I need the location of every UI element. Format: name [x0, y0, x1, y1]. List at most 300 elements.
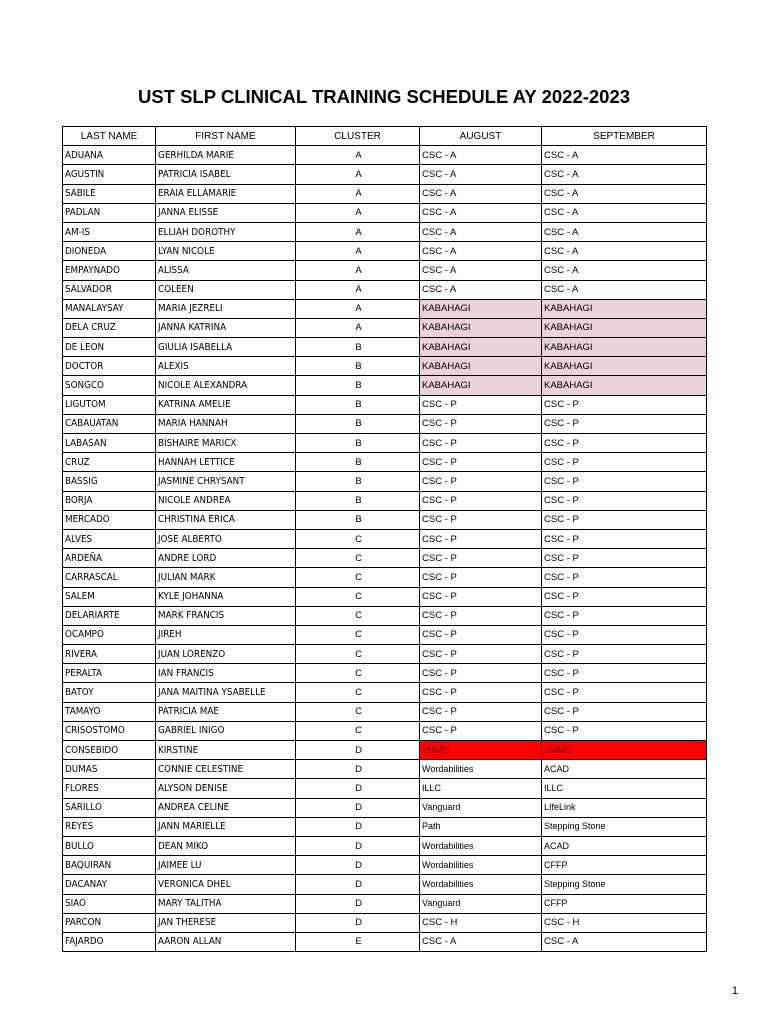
last-name-cell-text: SALEM — [65, 591, 95, 603]
cluster-cell: B — [296, 491, 420, 510]
last-name-cell-text: AGUSTIN — [65, 168, 105, 180]
first-name-cell — [156, 932, 296, 951]
first-name-cell-text: JANNA KATRINA — [158, 322, 227, 334]
last-name-cell — [63, 203, 156, 222]
last-name-cell — [63, 510, 156, 529]
cluster-cell: B — [296, 472, 420, 491]
cluster-cell: C — [296, 683, 420, 702]
table-row — [63, 203, 707, 222]
last-name-cell-text: RIVERA — [65, 648, 98, 660]
september-cell: CSC - P — [542, 491, 707, 510]
last-name-cell-text: PARCON — [65, 917, 102, 929]
page-title: UST SLP CLINICAL TRAINING SCHEDULE AY 2022-2023 — [137, 86, 631, 107]
last-name-cell — [63, 184, 156, 203]
first-name-cell — [156, 453, 296, 472]
first-name-cell-text: JANA MAITINA YSABELLE — [158, 687, 266, 699]
table-row — [63, 817, 707, 836]
august-cell: KABAHAGI — [420, 318, 542, 337]
august-cell: ILLC — [420, 779, 542, 798]
last-name-cell — [63, 568, 156, 587]
september-cell: CSC - P — [542, 645, 707, 664]
last-name-cell-text: CARRASCAL — [65, 571, 118, 583]
september-cell: CSC - A — [542, 261, 707, 280]
first-name-cell-text: IAN FRANCIS — [158, 667, 214, 679]
first-name-cell — [156, 434, 296, 453]
september-cell: CSC - A — [542, 146, 707, 165]
first-name-cell — [156, 741, 296, 760]
header-august: AUGUST — [420, 127, 542, 146]
first-name-cell-text: GABRIEL INIGO — [158, 725, 225, 737]
first-name-cell — [156, 318, 296, 337]
august-cell: CSC - P — [420, 472, 542, 491]
september-cell: CSC - P — [542, 453, 707, 472]
table-row — [63, 472, 707, 491]
september-cell: ACAD — [542, 836, 707, 855]
august-cell: Wordabilities — [420, 875, 542, 894]
september-cell: CSC - A — [542, 165, 707, 184]
last-name-cell-text: BATOY — [65, 687, 94, 699]
august-cell: CSC - A — [420, 203, 542, 222]
september-cell: CSC - P — [542, 510, 707, 529]
september-cell: CFFP — [542, 856, 707, 875]
last-name-cell-text: CABAUATAN — [65, 418, 119, 430]
first-name-cell — [156, 798, 296, 817]
last-name-cell — [63, 683, 156, 702]
august-cell: CSC - P — [420, 395, 542, 414]
cluster-cell: D — [296, 817, 420, 836]
september-cell: CSC - P — [542, 587, 707, 606]
table-row — [63, 894, 707, 913]
first-name-cell-text: JOSE ALBERTO — [158, 533, 222, 545]
last-name-cell — [63, 299, 156, 318]
september-cell: KABAHAGI — [542, 299, 707, 318]
first-name-cell-text: JASMINE CHRYSANT — [158, 475, 245, 487]
september-cell: ACAD — [542, 760, 707, 779]
last-name-cell-text: BORJA — [65, 495, 93, 507]
first-name-cell — [156, 664, 296, 683]
september-cell: ILLC — [542, 779, 707, 798]
last-name-cell-text: LABASAN — [65, 437, 107, 449]
last-name-cell-text: SABILE — [65, 188, 96, 200]
table-row — [63, 222, 707, 241]
first-name-cell-text: JAIMEE LU — [158, 859, 202, 871]
last-name-cell — [63, 242, 156, 261]
last-name-cell-text: DELA CRUZ — [65, 322, 116, 334]
cluster-cell: C — [296, 549, 420, 568]
cluster-cell: D — [296, 836, 420, 855]
first-name-cell-text: DEAN MIKO — [158, 840, 209, 852]
august-cell: KABAHAGI — [420, 338, 542, 357]
last-name-cell — [63, 549, 156, 568]
august-cell: CSC - P — [420, 606, 542, 625]
september-cell: CFFP — [542, 894, 707, 913]
last-name-cell — [63, 741, 156, 760]
cluster-cell: A — [296, 318, 420, 337]
first-name-cell — [156, 587, 296, 606]
last-name-cell — [63, 817, 156, 836]
august-cell: Wordabilities — [420, 836, 542, 855]
cluster-cell: C — [296, 664, 420, 683]
cluster-cell: B — [296, 395, 420, 414]
september-cell: CSC - P — [542, 434, 707, 453]
first-name-cell-text: JIREH — [158, 629, 182, 641]
august-cell: Vanguard — [420, 894, 542, 913]
first-name-cell — [156, 299, 296, 318]
cluster-cell: A — [296, 280, 420, 299]
cluster-cell: C — [296, 587, 420, 606]
first-name-cell — [156, 817, 296, 836]
last-name-cell-text: SALVADOR — [65, 284, 113, 296]
last-name-cell-text: DELARIARTE — [65, 610, 120, 622]
table-row — [63, 434, 707, 453]
first-name-cell-text: JANN MARIELLE — [158, 821, 226, 833]
august-cell: CSC - A — [420, 222, 542, 241]
cluster-cell: D — [296, 913, 420, 932]
september-cell: CSC - P — [542, 721, 707, 740]
cluster-cell: A — [296, 299, 420, 318]
first-name-cell-text: JUAN LORENZO — [158, 648, 226, 660]
september-cell: CSC - P — [542, 529, 707, 548]
september-cell: CSC - P — [542, 606, 707, 625]
last-name-cell-text: FAJARDO — [65, 936, 104, 948]
table-row — [63, 165, 707, 184]
last-name-cell — [63, 875, 156, 894]
table-row — [63, 587, 707, 606]
cluster-cell: B — [296, 376, 420, 395]
table-row — [63, 625, 707, 644]
table-row — [63, 664, 707, 683]
september-cell: CSC - P — [542, 549, 707, 568]
last-name-cell — [63, 932, 156, 951]
august-cell: CSC - P — [420, 510, 542, 529]
cluster-cell: D — [296, 760, 420, 779]
september-cell: CSC - P — [542, 568, 707, 587]
august-cell: CSC - A — [420, 165, 542, 184]
last-name-cell-text: LIGUTOM — [65, 399, 106, 411]
cluster-cell: D — [296, 779, 420, 798]
august-cell: Wordabilities — [420, 856, 542, 875]
first-name-cell-text: ELLIAH DOROTHY — [158, 226, 236, 238]
last-name-cell — [63, 338, 156, 357]
first-name-cell-text: PATRICIA ISABEL — [158, 168, 231, 180]
september-cell: CSC - P — [542, 702, 707, 721]
first-name-cell — [156, 357, 296, 376]
table-row — [63, 702, 707, 721]
first-name-cell-text: NICOLE ANDREA — [158, 495, 231, 507]
cluster-cell: C — [296, 606, 420, 625]
table-row — [63, 529, 707, 548]
table-row — [63, 510, 707, 529]
first-name-cell-text: NICOLE ALEXANDRA — [158, 380, 248, 392]
table-row — [63, 568, 707, 587]
last-name-cell-text: CRISOSTOMO — [65, 725, 125, 737]
september-cell: KABAHAGI — [542, 357, 707, 376]
first-name-cell-text: BISHAIRE MARICX — [158, 437, 237, 449]
last-name-cell-text: DACANAY — [65, 878, 107, 890]
september-cell: CSC - A — [542, 242, 707, 261]
first-name-cell-text: KIRSTINE — [158, 744, 199, 756]
first-name-cell-text: ANDREA CELINE — [158, 802, 230, 814]
first-name-cell — [156, 721, 296, 740]
table-row — [63, 414, 707, 433]
last-name-cell — [63, 760, 156, 779]
august-cell: CSC - P — [420, 587, 542, 606]
august-cell: CSC - A — [420, 932, 542, 951]
first-name-cell — [156, 875, 296, 894]
cluster-cell: C — [296, 568, 420, 587]
last-name-cell — [63, 318, 156, 337]
september-cell: CSC - A — [542, 280, 707, 299]
last-name-cell — [63, 453, 156, 472]
august-cell: CSC - P — [420, 414, 542, 433]
table-row — [63, 242, 707, 261]
table-row — [63, 491, 707, 510]
last-name-cell — [63, 280, 156, 299]
last-name-cell-text: PERALTA — [65, 667, 103, 679]
header-first-name: FIRST NAME — [156, 127, 296, 146]
table-row — [63, 932, 707, 951]
first-name-cell — [156, 549, 296, 568]
last-name-cell-text: FLORES — [65, 782, 99, 794]
august-cell: CSC - A — [420, 242, 542, 261]
last-name-cell — [63, 357, 156, 376]
schedule-table — [62, 126, 707, 952]
table-row — [63, 875, 707, 894]
first-name-cell — [156, 645, 296, 664]
first-name-cell — [156, 779, 296, 798]
last-name-cell-text: DOCTOR — [65, 360, 104, 372]
table-row — [63, 299, 707, 318]
last-name-cell-text: SARILLO — [65, 802, 102, 814]
table-row — [63, 318, 707, 337]
last-name-cell-text: MANALAYSAY — [65, 303, 124, 315]
last-name-cell — [63, 146, 156, 165]
september-cell: CSC - A — [542, 932, 707, 951]
first-name-cell-text: MARY TALITHA — [158, 898, 222, 910]
first-name-cell — [156, 625, 296, 644]
last-name-cell-text: ADUANA — [65, 149, 103, 161]
table-row — [63, 606, 707, 625]
table-row — [63, 798, 707, 817]
august-cell: CSC - P — [420, 549, 542, 568]
first-name-cell-text: ALISSA — [158, 264, 189, 276]
last-name-cell-text: TAMAYO — [65, 706, 101, 718]
first-name-cell — [156, 683, 296, 702]
first-name-cell-text: MARIA JEZRELI — [158, 303, 223, 315]
september-cell: CSC - P — [542, 414, 707, 433]
last-name-cell — [63, 625, 156, 644]
cluster-cell: A — [296, 203, 420, 222]
last-name-cell — [63, 165, 156, 184]
september-cell: CSC - A — [542, 222, 707, 241]
cluster-cell: A — [296, 184, 420, 203]
august-cell: CSC - P — [420, 702, 542, 721]
first-name-cell-text: ALYSON DENISE — [158, 782, 228, 794]
first-name-cell-text: ANDRE LORD — [158, 552, 217, 564]
header-row — [63, 127, 707, 146]
first-name-cell-text: JULIAN MARK — [158, 571, 216, 583]
last-name-cell — [63, 606, 156, 625]
table-row — [63, 856, 707, 875]
september-cell: CSC - P — [542, 395, 707, 414]
table-row — [63, 357, 707, 376]
cluster-cell: D — [296, 894, 420, 913]
first-name-cell — [156, 261, 296, 280]
last-name-cell-text: DUMAS — [65, 763, 98, 775]
september-cell: KABAHAGI — [542, 318, 707, 337]
august-cell: CSC - A — [420, 280, 542, 299]
last-name-cell-text: ARDEÑA — [65, 552, 103, 564]
first-name-cell — [156, 760, 296, 779]
table-row — [63, 913, 707, 932]
last-name-cell — [63, 702, 156, 721]
header-last-name: LAST NAME — [63, 127, 156, 146]
cluster-cell: A — [296, 242, 420, 261]
table-row — [63, 376, 707, 395]
august-cell: CSC - P — [420, 491, 542, 510]
first-name-cell — [156, 184, 296, 203]
first-name-cell — [156, 203, 296, 222]
cluster-cell: A — [296, 146, 420, 165]
last-name-cell-text: SONGCO — [65, 380, 104, 392]
september-cell: CSC - P — [542, 683, 707, 702]
first-name-cell — [156, 472, 296, 491]
first-name-cell — [156, 414, 296, 433]
first-name-cell-text: CHRISTINA ERICA — [158, 514, 235, 526]
table-row — [63, 453, 707, 472]
table-row — [63, 261, 707, 280]
cluster-cell: C — [296, 625, 420, 644]
last-name-cell — [63, 261, 156, 280]
first-name-cell — [156, 568, 296, 587]
first-name-cell — [156, 702, 296, 721]
august-cell: CSC - P — [420, 721, 542, 740]
first-name-cell-text: VERONICA DHEL — [158, 878, 231, 890]
cluster-cell: C — [296, 702, 420, 721]
cluster-cell: D — [296, 875, 420, 894]
first-name-cell — [156, 894, 296, 913]
first-name-cell — [156, 242, 296, 261]
first-name-cell-text: KATRINA AMELIE — [158, 399, 231, 411]
table-row — [63, 146, 707, 165]
table-row — [63, 338, 707, 357]
first-name-cell — [156, 856, 296, 875]
last-name-cell — [63, 836, 156, 855]
last-name-cell — [63, 395, 156, 414]
last-name-cell-text: AM-IS — [65, 226, 90, 238]
august-cell: CSC - A — [420, 261, 542, 280]
august-cell: CSC - P — [420, 529, 542, 548]
august-cell: CSC - P — [420, 453, 542, 472]
first-name-cell-text: COLEEN — [158, 284, 194, 296]
first-name-cell — [156, 376, 296, 395]
last-name-cell-text: DE LEON — [65, 341, 105, 353]
august-cell: Wordabilities — [420, 760, 542, 779]
september-cell: Stepping Stone — [542, 817, 707, 836]
table-row — [63, 683, 707, 702]
cluster-cell: E — [296, 932, 420, 951]
september-cell: CSC - H — [542, 913, 707, 932]
september-cell: CSC - P — [542, 625, 707, 644]
first-name-cell-text: PATRICIA MAE — [158, 706, 219, 718]
cluster-cell: D — [296, 798, 420, 817]
last-name-cell — [63, 587, 156, 606]
table-row — [63, 184, 707, 203]
last-name-cell — [63, 434, 156, 453]
august-cell: Vanguard — [420, 798, 542, 817]
table-row — [63, 760, 707, 779]
first-name-cell-text: ERAIA ELLAMARIE — [158, 188, 237, 200]
cluster-cell: D — [296, 856, 420, 875]
cluster-cell: A — [296, 165, 420, 184]
last-name-cell-text: BASSIG — [65, 475, 98, 487]
last-name-cell — [63, 664, 156, 683]
first-name-cell — [156, 491, 296, 510]
last-name-cell — [63, 894, 156, 913]
first-name-cell-text: JAN THERESE — [158, 917, 217, 929]
last-name-cell-text: CONSEBIDO — [65, 744, 119, 756]
first-name-cell-text: GIULIA ISABELLA — [158, 341, 233, 353]
last-name-cell — [63, 472, 156, 491]
last-name-cell — [63, 376, 156, 395]
header-september: SEPTEMBER — [542, 127, 707, 146]
cluster-cell: B — [296, 510, 420, 529]
table-row — [63, 280, 707, 299]
august-cell: CSC - H — [420, 913, 542, 932]
last-name-cell-text: PADLAN — [65, 207, 101, 219]
cluster-cell: B — [296, 434, 420, 453]
last-name-cell — [63, 414, 156, 433]
september-cell: CSC - P — [542, 472, 707, 491]
september-cell: CSC - A — [542, 184, 707, 203]
last-name-cell-text: EMPAYNADO — [65, 264, 120, 276]
august-cell: CSC - P — [420, 568, 542, 587]
first-name-cell — [156, 165, 296, 184]
last-name-cell — [63, 222, 156, 241]
cluster-cell: A — [296, 261, 420, 280]
first-name-cell-text: HANNAH LETTICE — [158, 456, 235, 468]
last-name-cell — [63, 913, 156, 932]
september-cell: Stepping Stone — [542, 875, 707, 894]
schedule-body — [63, 146, 707, 952]
first-name-cell-text: CONNIE CELESTINE — [158, 763, 244, 775]
last-name-cell-text: CRUZ — [65, 456, 90, 468]
last-name-cell-text: DIONEDA — [65, 245, 107, 257]
first-name-cell-text: ALEXIS — [158, 360, 189, 372]
first-name-cell — [156, 913, 296, 932]
cluster-cell: C — [296, 721, 420, 740]
august-cell: KABAHAGI — [420, 299, 542, 318]
last-name-cell-text: BAQUIRAN — [65, 859, 112, 871]
table-row — [63, 779, 707, 798]
first-name-cell — [156, 222, 296, 241]
august-cell: CSC - P — [420, 625, 542, 644]
august-cell: CSC - P — [420, 645, 542, 664]
first-name-cell — [156, 510, 296, 529]
first-name-cell — [156, 338, 296, 357]
first-name-cell-text: MARIA HANNAH — [158, 418, 228, 430]
last-name-cell-text: OCAMPO — [65, 629, 104, 641]
cluster-cell: C — [296, 529, 420, 548]
cluster-cell: D — [296, 741, 420, 760]
first-name-cell-text: GERHILDA MARIE — [158, 149, 234, 161]
table-row — [63, 395, 707, 414]
august-cell: CSC - A — [420, 146, 542, 165]
table-row — [63, 549, 707, 568]
first-name-cell-text: LYAN NICOLE — [158, 245, 215, 257]
first-name-cell — [156, 146, 296, 165]
last-name-cell — [63, 529, 156, 548]
